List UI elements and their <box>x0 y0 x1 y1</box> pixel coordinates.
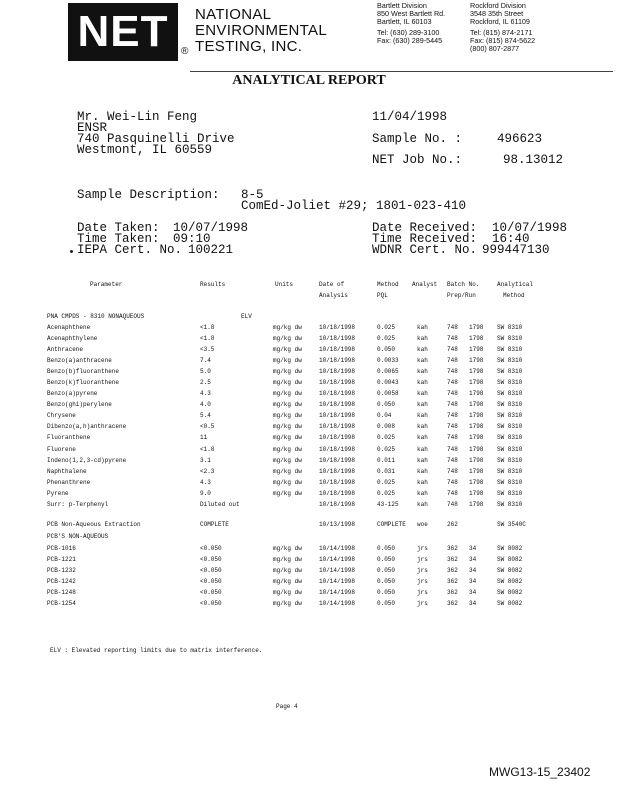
cell-analyst: kah <box>417 357 428 364</box>
col-header-results: Results <box>200 281 226 288</box>
cell-pql: 0.008 <box>377 423 396 430</box>
cell-result: <3.5 <box>200 346 215 353</box>
cell-analyst: kah <box>417 490 428 497</box>
cell-parameter: PCB-1232 <box>47 567 76 574</box>
wdnr-cert-label: WDNR Cert. No. <box>372 243 478 257</box>
cell-date: 10/18/1998 <box>319 501 356 508</box>
address-line: 3548 35th Street <box>470 9 524 18</box>
cell-method: SW 8310 <box>497 357 523 364</box>
col-header-batch-1: Batch No. <box>447 281 480 288</box>
cell-method: SW 8082 <box>497 578 523 585</box>
cell-parameter: Benzo(ghi)perylene <box>47 401 112 408</box>
cell-method: SW 3540C <box>497 521 526 528</box>
bullet-dot <box>70 250 73 253</box>
cell-prep: 748 <box>447 346 458 353</box>
cell-date: 10/18/1998 <box>319 390 356 397</box>
address-line: (800) 807-2877 <box>470 44 520 53</box>
cell-pql: 0.050 <box>377 545 396 552</box>
time-received-value: 16:40 <box>492 232 530 246</box>
cell-prep: 362 <box>447 545 458 552</box>
cell-date: 10/18/1998 <box>319 379 356 386</box>
cell-run: 34 <box>469 600 477 607</box>
cell-prep: 748 <box>447 490 458 497</box>
cell-parameter: Anthracene <box>47 346 84 353</box>
cell-prep: 362 <box>447 567 458 574</box>
cell-units: mg/kg dw <box>273 545 302 552</box>
cell-run: 1798 <box>469 390 484 397</box>
col-header-analyst: Analyst <box>412 281 438 288</box>
company-line: ENVIRONMENTAL <box>195 22 327 39</box>
cell-units: mg/kg dw <box>273 368 302 375</box>
col-header-analytical-1: Analytical <box>497 281 534 288</box>
cell-prep: 748 <box>447 434 458 441</box>
cell-prep: 748 <box>447 468 458 475</box>
cell-result: 7.4 <box>200 357 211 364</box>
cell-run: 34 <box>469 556 477 563</box>
cell-date: 10/18/1998 <box>319 324 356 331</box>
col-header-method-1: Method <box>377 281 399 288</box>
cell-method: SW 8310 <box>497 457 523 464</box>
cell-method: SW 8310 <box>497 379 523 386</box>
cell-parameter: Acenaphthylene <box>47 335 98 342</box>
cell-units: mg/kg dw <box>273 457 302 464</box>
cell-pql: COMPLETE <box>377 521 406 528</box>
cell-prep: 362 <box>447 578 458 585</box>
registered-mark: ® <box>181 46 189 57</box>
cell-method: SW 8310 <box>497 324 523 331</box>
cell-parameter: PNA CMPDS - 8310 NONAQUEOUS <box>47 313 145 320</box>
cell-units: ELV <box>241 313 252 320</box>
cell-parameter: Phenanthrene <box>47 479 91 486</box>
cell-result: <0.050 <box>200 545 222 552</box>
cell-units: mg/kg dw <box>273 578 302 585</box>
cell-units: mg/kg dw <box>273 401 302 408</box>
cell-pql: 0.011 <box>377 457 396 464</box>
cell-date: 10/18/1998 <box>319 468 356 475</box>
cell-parameter: PCB'S NON-AQUEOUS <box>47 533 109 540</box>
cell-pql: 0.0033 <box>377 357 399 364</box>
cell-parameter: Benzo(b)fluoranthene <box>47 368 120 375</box>
cell-analyst: kah <box>417 390 428 397</box>
cell-date: 10/18/1998 <box>319 357 356 364</box>
cell-result: 4.3 <box>200 390 211 397</box>
cell-parameter: Surr: p-Terphenyl <box>47 501 109 508</box>
cell-result: <0.050 <box>200 567 222 574</box>
cell-units: mg/kg dw <box>273 600 302 607</box>
cell-parameter: Acenaphthene <box>47 324 91 331</box>
cell-date: 10/14/1998 <box>319 589 356 596</box>
company-name <box>195 7 327 55</box>
page-number: Page 4 <box>276 703 298 710</box>
cell-run: 1798 <box>469 335 484 342</box>
cell-prep: 748 <box>447 324 458 331</box>
cell-date: 10/18/1998 <box>319 434 356 441</box>
client-company: ENSR <box>77 121 108 135</box>
cell-analyst: kah <box>417 401 428 408</box>
cell-pql: 0.050 <box>377 556 396 563</box>
cell-prep: 748 <box>447 457 458 464</box>
cell-run: 1798 <box>469 446 484 453</box>
cell-result: <0.050 <box>200 589 222 596</box>
address-line: Bartlett Division <box>377 1 427 10</box>
cell-run: 1798 <box>469 379 484 386</box>
client-address-line1: 740 Pasquinelli Drive <box>77 132 235 146</box>
cell-pql: 0.025 <box>377 446 396 453</box>
cell-units: mg/kg dw <box>273 434 302 441</box>
cell-prep: 748 <box>447 357 458 364</box>
wdnr-cert-value: 999447130 <box>482 243 550 257</box>
cell-units: mg/kg dw <box>273 324 302 331</box>
col-header-batch-2: Prep/Run <box>447 292 476 299</box>
cell-run: 34 <box>469 567 477 574</box>
cell-result: Diluted out <box>200 501 240 508</box>
cell-pql: 0.025 <box>377 324 396 331</box>
cell-result: <0.5 <box>200 423 215 430</box>
cell-units: mg/kg dw <box>273 335 302 342</box>
cell-date: 10/18/1998 <box>319 412 356 419</box>
cell-parameter: Benzo(a)pyrene <box>47 390 98 397</box>
cell-parameter: PCB-1248 <box>47 589 76 596</box>
cell-analyst: kah <box>417 468 428 475</box>
sample-description-label: Sample Description: <box>77 188 220 202</box>
iepa-cert-value: 100221 <box>188 243 234 257</box>
cell-pql: 0.050 <box>377 346 396 353</box>
cell-date: 10/18/1998 <box>319 457 356 464</box>
cell-run: 1798 <box>469 368 484 375</box>
cell-prep: 748 <box>447 401 458 408</box>
cell-pql: 0.025 <box>377 335 396 342</box>
cell-prep: 748 <box>447 479 458 486</box>
cell-prep: 748 <box>447 390 458 397</box>
cell-date: 10/18/1998 <box>319 346 356 353</box>
cell-units: mg/kg dw <box>273 390 302 397</box>
cell-pql: 0.025 <box>377 490 396 497</box>
cell-run: 1798 <box>469 412 484 419</box>
cell-parameter: Benzo(k)fluoranthene <box>47 379 120 386</box>
sample-description-line2: ComEd-Joliet #29; 1801-023-410 <box>241 199 467 213</box>
bartlett-division-address <box>377 2 445 45</box>
time-received-label: Time Received: <box>372 232 478 246</box>
cell-parameter: Chrysene <box>47 412 76 419</box>
cell-parameter: PCB-1221 <box>47 556 76 563</box>
cell-analyst: kah <box>417 324 428 331</box>
col-header-analytical-2: Method <box>503 292 525 299</box>
cell-analyst: jrs <box>417 567 428 574</box>
cell-run: 34 <box>469 545 477 552</box>
cell-result: 4.0 <box>200 401 211 408</box>
cell-method: SW 8310 <box>497 423 523 430</box>
report-date: 11/04/1998 <box>372 110 448 124</box>
report-title: ANALYTICAL REPORT <box>232 73 386 88</box>
address-line: Bartlett, IL 60103 <box>377 17 432 26</box>
cell-analyst: kah <box>417 434 428 441</box>
cell-units: mg/kg dw <box>273 346 302 353</box>
cell-pql: 0.0058 <box>377 390 399 397</box>
cell-result: 5.4 <box>200 412 211 419</box>
col-header-parameter: Parameter <box>90 281 123 288</box>
cell-analyst: kah <box>417 501 428 508</box>
footnote: ELV : Elevated reporting limits due to matrix interference. <box>50 647 263 654</box>
cell-method: SW 8310 <box>497 501 523 508</box>
cell-parameter: Benzo(a)anthracene <box>47 357 112 364</box>
cell-analyst: jrs <box>417 589 428 596</box>
cell-units: mg/kg dw <box>273 468 302 475</box>
cell-run: 1798 <box>469 324 484 331</box>
cell-result: <1.8 <box>200 335 215 342</box>
cell-method: SW 8310 <box>497 490 523 497</box>
cell-parameter: PCB-1016 <box>47 545 76 552</box>
cell-run: 1798 <box>469 479 484 486</box>
cell-run: 1798 <box>469 490 484 497</box>
cell-method: SW 8082 <box>497 556 523 563</box>
cell-pql: 0.050 <box>377 600 396 607</box>
iepa-cert-label: IEPA Cert. No. <box>77 243 183 257</box>
cell-parameter: Dibenzo(a,h)anthracene <box>47 423 127 430</box>
sample-no-label: Sample No. : <box>372 132 463 146</box>
time-taken-value: 09:10 <box>173 232 211 246</box>
cell-date: 10/18/1998 <box>319 479 356 486</box>
cell-pql: 0.050 <box>377 567 396 574</box>
client-address-line2: Westmont, IL 60559 <box>77 143 213 157</box>
cell-prep: 362 <box>447 589 458 596</box>
cell-date: 10/14/1998 <box>319 545 356 552</box>
cell-result: <1.8 <box>200 446 215 453</box>
cell-units: mg/kg dw <box>273 379 302 386</box>
cell-date: 10/14/1998 <box>319 556 356 563</box>
address-line: Tel: (630) 289-3100 <box>377 28 440 37</box>
cell-date: 10/18/1998 <box>319 423 356 430</box>
cell-run: 1798 <box>469 423 484 430</box>
address-line: 850 West Bartlett Rd. <box>377 9 446 18</box>
cell-result: 5.0 <box>200 368 211 375</box>
cell-prep: 362 <box>447 600 458 607</box>
cell-method: SW 8082 <box>497 589 523 596</box>
cell-units: mg/kg dw <box>273 490 302 497</box>
cell-analyst: kah <box>417 412 428 419</box>
cell-result: 4.3 <box>200 479 211 486</box>
cell-date: 10/13/1998 <box>319 521 356 528</box>
cell-date: 10/18/1998 <box>319 368 356 375</box>
cell-analyst: kah <box>417 423 428 430</box>
cell-result: <1.8 <box>200 324 215 331</box>
cell-result: 2.5 <box>200 379 211 386</box>
time-taken-label: Time Taken: <box>77 232 160 246</box>
cell-method: SW 8310 <box>497 401 523 408</box>
col-header-units: Units <box>275 281 294 288</box>
company-line: TESTING, INC. <box>195 38 303 55</box>
cell-method: SW 8082 <box>497 567 523 574</box>
cell-method: SW 8310 <box>497 412 523 419</box>
cell-pql: 0.050 <box>377 589 396 596</box>
job-no-value: 98.13012 <box>503 153 564 167</box>
date-taken-label: Date Taken: <box>77 221 160 235</box>
cell-analyst: kah <box>417 379 428 386</box>
cell-units: mg/kg dw <box>273 589 302 596</box>
cell-prep: 362 <box>447 556 458 563</box>
cell-date: 10/18/1998 <box>319 335 356 342</box>
cell-parameter: Pyrene <box>47 490 69 497</box>
cell-date: 10/18/1998 <box>319 490 356 497</box>
cell-prep: 748 <box>447 423 458 430</box>
cell-pql: 0.0065 <box>377 368 399 375</box>
cell-pql: 0.04 <box>377 412 392 419</box>
date-received-label: Date Received: <box>372 221 478 235</box>
cell-units: mg/kg dw <box>273 479 302 486</box>
cell-parameter: Fluorene <box>47 446 76 453</box>
cell-run: 34 <box>469 578 477 585</box>
cell-result: <2.3 <box>200 468 215 475</box>
cell-pql: 0.050 <box>377 578 396 585</box>
cell-result: 9.0 <box>200 490 211 497</box>
cell-prep: 748 <box>447 446 458 453</box>
cell-date: 10/18/1998 <box>319 446 356 453</box>
cell-analyst: kah <box>417 368 428 375</box>
cell-pql: 0.050 <box>377 401 396 408</box>
cell-method: SW 8310 <box>497 346 523 353</box>
cell-date: 10/14/1998 <box>319 600 356 607</box>
cell-analyst: jrs <box>417 578 428 585</box>
address-line: Fax: (630) 289-5445 <box>377 36 443 45</box>
cell-units: mg/kg dw <box>273 567 302 574</box>
address-line: Tel: (815) 874-2171 <box>470 28 533 37</box>
cell-analyst: jrs <box>417 556 428 563</box>
cell-result: <0.050 <box>200 556 222 563</box>
cell-analyst: kah <box>417 479 428 486</box>
cell-units: mg/kg dw <box>273 357 302 364</box>
cell-date: 10/14/1998 <box>319 578 356 585</box>
date-taken-value: 10/07/1998 <box>173 221 249 235</box>
cell-result: 3.1 <box>200 457 211 464</box>
cell-parameter: PCB-1242 <box>47 578 76 585</box>
job-no-label: NET Job No.: <box>372 153 463 167</box>
cell-method: SW 8310 <box>497 479 523 486</box>
cell-analyst: jrs <box>417 600 428 607</box>
cell-result: <0.050 <box>200 578 222 585</box>
cell-run: 1798 <box>469 457 484 464</box>
cell-method: SW 8310 <box>497 434 523 441</box>
cell-result: <0.050 <box>200 600 222 607</box>
client-name: Mr. Wei-Lin Feng <box>77 110 198 124</box>
cell-analyst: kah <box>417 457 428 464</box>
date-received-value: 10/07/1998 <box>492 221 568 235</box>
cell-result: 11 <box>200 434 208 441</box>
col-header-method-2: PQL <box>377 292 388 299</box>
company-line: NATIONAL <box>195 6 272 23</box>
address-line: Fax: (815) 874-5622 <box>470 36 536 45</box>
cell-pql: 0.025 <box>377 479 396 486</box>
cell-units: mg/kg dw <box>273 423 302 430</box>
cell-method: SW 8310 <box>497 368 523 375</box>
col-header-date-1: Date of <box>319 281 345 288</box>
cell-method: SW 8082 <box>497 545 523 552</box>
cell-date: 10/14/1998 <box>319 567 356 574</box>
cell-prep: 748 <box>447 412 458 419</box>
cell-run: 1798 <box>469 346 484 353</box>
cell-pql: 0.025 <box>377 434 396 441</box>
cell-prep: 262 <box>447 521 458 528</box>
cell-prep: 748 <box>447 368 458 375</box>
cell-parameter: Indeno(1,2,3-cd)pyrene <box>47 457 127 464</box>
cell-run: 1798 <box>469 357 484 364</box>
cell-method: SW 8082 <box>497 600 523 607</box>
cell-analyst: kah <box>417 346 428 353</box>
cell-prep: 748 <box>447 335 458 342</box>
net-logo: NET <box>68 3 178 61</box>
cell-prep: 748 <box>447 379 458 386</box>
cell-run: 1798 <box>469 501 484 508</box>
cell-analyst: kah <box>417 446 428 453</box>
cell-units: mg/kg dw <box>273 412 302 419</box>
header-divider <box>190 71 613 72</box>
cell-run: 1798 <box>469 434 484 441</box>
cell-analyst: kah <box>417 335 428 342</box>
address-line: Rockford, IL 61109 <box>470 17 530 26</box>
cell-analyst: jrs <box>417 545 428 552</box>
cell-parameter: Fluoranthene <box>47 434 91 441</box>
cell-parameter: PCB Non-Aqueous Extraction <box>47 521 141 528</box>
cell-units: mg/kg dw <box>273 446 302 453</box>
cell-method: SW 8310 <box>497 390 523 397</box>
cell-pql: 0.0043 <box>377 379 399 386</box>
cell-date: 10/18/1998 <box>319 401 356 408</box>
cell-units: mg/kg dw <box>273 556 302 563</box>
cell-parameter: Naphthalene <box>47 468 87 475</box>
cell-parameter: PCB-1254 <box>47 600 76 607</box>
sample-description-line1: 8-5 <box>241 188 264 202</box>
cell-pql: 43-125 <box>377 501 399 508</box>
cell-result: COMPLETE <box>200 521 229 528</box>
cell-prep: 748 <box>447 501 458 508</box>
cell-analyst: woe <box>417 521 428 528</box>
cell-pql: 0.031 <box>377 468 396 475</box>
cell-run: 1798 <box>469 468 484 475</box>
cell-run: 1798 <box>469 401 484 408</box>
cell-method: SW 8310 <box>497 335 523 342</box>
sample-no-value: 496623 <box>497 132 543 146</box>
address-line: Rockford Division <box>470 1 526 10</box>
document-id: MWG13-15_23402 <box>489 765 591 779</box>
cell-method: SW 8310 <box>497 468 523 475</box>
cell-method: SW 8310 <box>497 446 523 453</box>
cell-run: 34 <box>469 589 477 596</box>
col-header-date-2: Analysis <box>319 292 348 299</box>
rockford-division-address <box>470 2 535 53</box>
